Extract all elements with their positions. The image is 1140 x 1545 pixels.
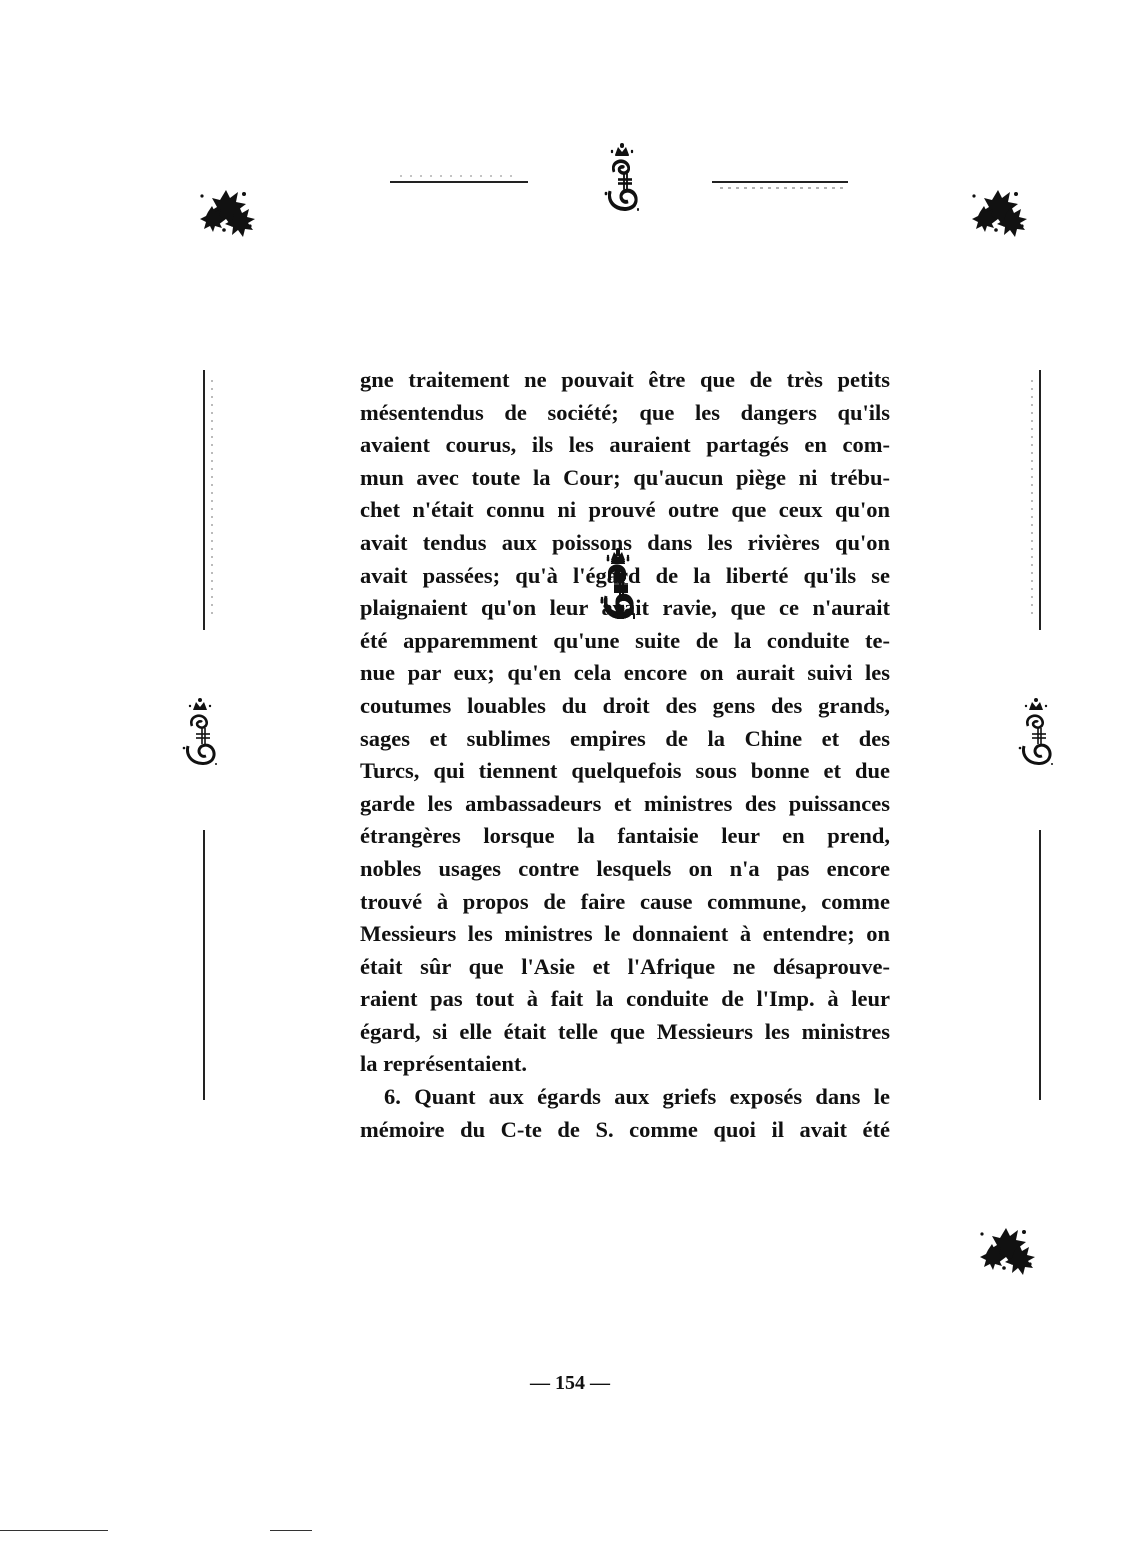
text-line: chet n'était connu ni prouvé outre que ceux qu'on <box>360 497 890 523</box>
text-line: était sûr que l'Asie et l'Afrique ne désaprouve- <box>360 953 890 979</box>
text-line: raient pas tout à fait la conduite de l'Imp. à leur <box>360 986 890 1012</box>
text-line: nobles usages contre lesquels on n'a pas encore <box>360 855 890 881</box>
text-line: garde les ambassadeurs et ministres des puissances <box>360 790 890 816</box>
text-line: coutumes louables du droit des gens des grands, <box>360 692 890 718</box>
text-line: sages et sublimes empires de la Chine et des <box>360 725 890 751</box>
bottom-left-rule <box>0 1530 108 1531</box>
page-number: — 154 — <box>530 1372 610 1394</box>
text-line: gne traitement ne pouvait être que de très petits <box>360 367 890 392</box>
text-line: avait passées; qu'à l'égard de la liberté qu'ils se <box>360 562 890 588</box>
text-line: mun avec toute la Cour; qu'aucun piège ni trébu- <box>360 464 890 490</box>
text-line: Turcs, qui tiennent quelquefois sous bonne et due <box>360 758 890 784</box>
text-line: 6. Quant aux égards aux griefs exposés dans le <box>384 1084 890 1110</box>
text-line: mésentendus de société; que les dangers qu'ils <box>360 399 890 425</box>
text-line: nue par eux; qu'en cela encore on aurait suivi les <box>360 660 890 686</box>
text-line: étrangères lorsque la fantaisie leur en prend, <box>360 823 890 849</box>
text-line: plaignaient qu'on leur avait ravie, que ce n'aurait <box>360 595 890 621</box>
text-line: la représentaient. <box>360 1051 528 1077</box>
bottom-mid-rule <box>270 1530 312 1531</box>
text-line: mémoire du C-te de S. comme quoi il avait été <box>360 1116 890 1142</box>
text-line: trouvé à propos de faire cause commune, comme <box>360 888 890 914</box>
text-line: avait tendus aux poissons dans les rivières qu'on <box>360 529 890 555</box>
text-line: Messieurs les ministres le donnaient à entendre; on <box>360 921 890 947</box>
text-line: égard, si elle était telle que Messieurs les ministres <box>360 1018 890 1044</box>
text-line: avaient courus, ils les auraient partagés en com- <box>360 432 890 458</box>
text-line: été apparemment qu'une suite de la conduite te- <box>360 627 890 653</box>
